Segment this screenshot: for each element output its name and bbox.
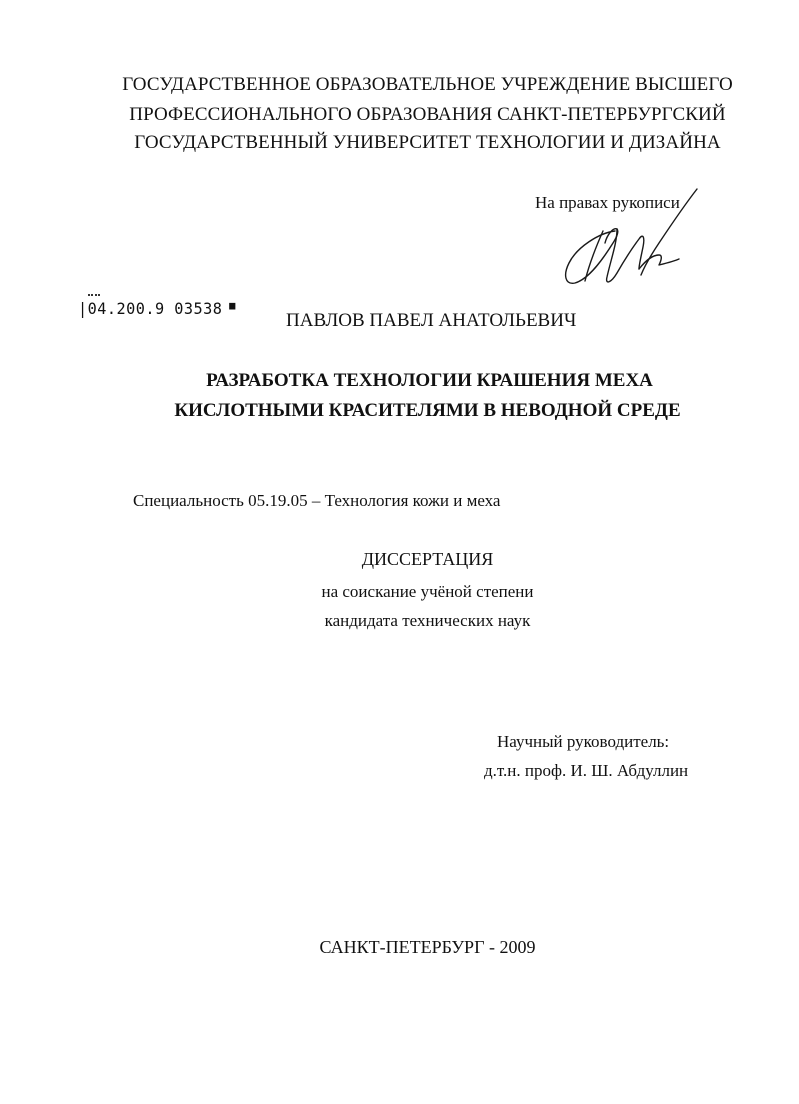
- title-line-2: КИСЛОТНЫМИ КРАСИТЕЛЯМИ В НЕВОДНОЙ СРЕДЕ: [174, 400, 681, 421]
- registration-stamp: [78, 299, 236, 318]
- author-name: ПАВЛОВ ПАВЕЛ АНАТОЛЬЕВИЧ: [286, 310, 577, 331]
- stamp-mark: ■: [222, 299, 236, 312]
- manuscript-note: На правах рукописи: [535, 193, 680, 212]
- stamp-number: 04.200.9 03538: [87, 299, 223, 318]
- institution-line-1: ГОСУДАРСТВЕННОЕ ОБРАЗОВАТЕЛЬНОЕ УЧРЕЖДЕНИЕ ВЫСШЕГО: [122, 74, 733, 95]
- title-line-1: РАЗРАБОТКА ТЕХНОЛОГИИ КРАШЕНИЯ МЕХА: [206, 370, 653, 391]
- degree-line-2: кандидата технических наук: [324, 611, 531, 630]
- institution-line-2: ПРОФЕССИОНАЛЬНОГО ОБРАЗОВАНИЯ САНКТ-ПЕТЕРБУРГСКИЙ: [129, 104, 726, 125]
- city-year: САНКТ-ПЕТЕРБУРГ - 2009: [319, 937, 536, 957]
- specialty: Специальность 05.19.05 – Технология кожи и меха: [133, 491, 501, 510]
- stamp-bar: |: [78, 299, 88, 318]
- document-type: ДИССЕРТАЦИЯ: [361, 549, 494, 569]
- institution-line-3: ГОСУДАРСТВЕННЫЙ УНИВЕРСИТЕТ ТЕХНОЛОГИИ И ДИЗАЙНА: [134, 132, 721, 153]
- author-signature: [555, 185, 705, 295]
- supervisor-name: д.т.н. проф. И. Ш. Абдуллин: [484, 761, 689, 780]
- degree-line-1: на соискание учёной степени: [321, 582, 534, 601]
- stamp-tick: [88, 294, 100, 298]
- supervisor-label: Научный руководитель:: [497, 732, 670, 751]
